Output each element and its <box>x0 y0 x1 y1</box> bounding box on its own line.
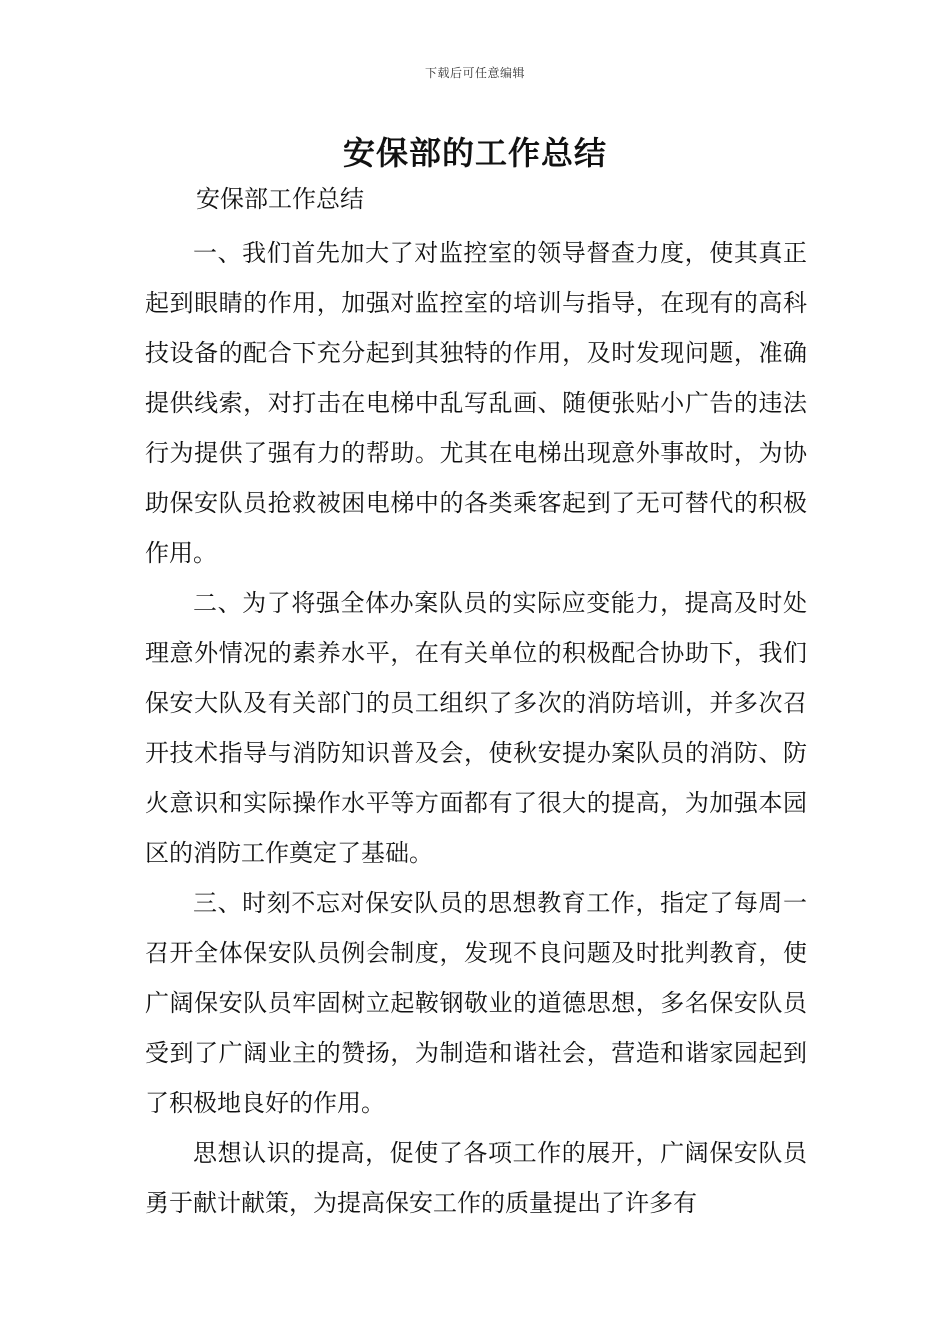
page-title: 安保部的工作总结 <box>342 134 607 172</box>
paragraph-1: 一、我们首先加大了对监控室的领导督查力度，使其真正起到眼睛的作用，加强对监控室的培训与指导，在现有的高科技设备的配合下充分起到其独特的作用，及时发现问题，准确提供线索，对打击在电梯中乱写乱画、随便张贴小广告的违法行为提供了强有力的帮助。尤其在电梯出现意外事故时，为协助保安队员抢救被困电梯中的各类乘客起到了无可替代的积极作用。 <box>145 239 807 567</box>
document-body <box>145 228 807 1228</box>
header-note: 下载后可任意编辑 <box>424 66 525 80</box>
document-subtitle: 安保部工作总结 <box>196 185 364 213</box>
paragraph-2: 二、为了将强全体办案队员的实际应变能力，提高及时处理意外情况的素养水平，在有关单位的积极配合协助下，我们保安大队及有关部门的员工组织了多次的消防培训，并多次召开技术指导与消防知识普及会，使秋安提办案队员的消防、防火意识和实际操作水平等方面都有了很大的提高，为加强本园区的消防工作奠定了基础。 <box>145 589 807 867</box>
paragraph-3: 三、时刻不忘对保安队员的思想教育工作，指定了每周一召开全体保安队员例会制度，发现不良问题及时批判教育，使广阔保安队员牢固树立起鞍钢敬业的道德思想，多名保安队员受到了广阔业主的赞扬，为制造和谐社会，营造和谐家园起到了积极地良好的作用。 <box>145 889 807 1117</box>
paragraph-4: 思想认识的提高，促使了各项工作的展开，广阔保安队员勇于献计献策，为提高保安工作的质量提出了许多有 <box>145 1139 807 1217</box>
